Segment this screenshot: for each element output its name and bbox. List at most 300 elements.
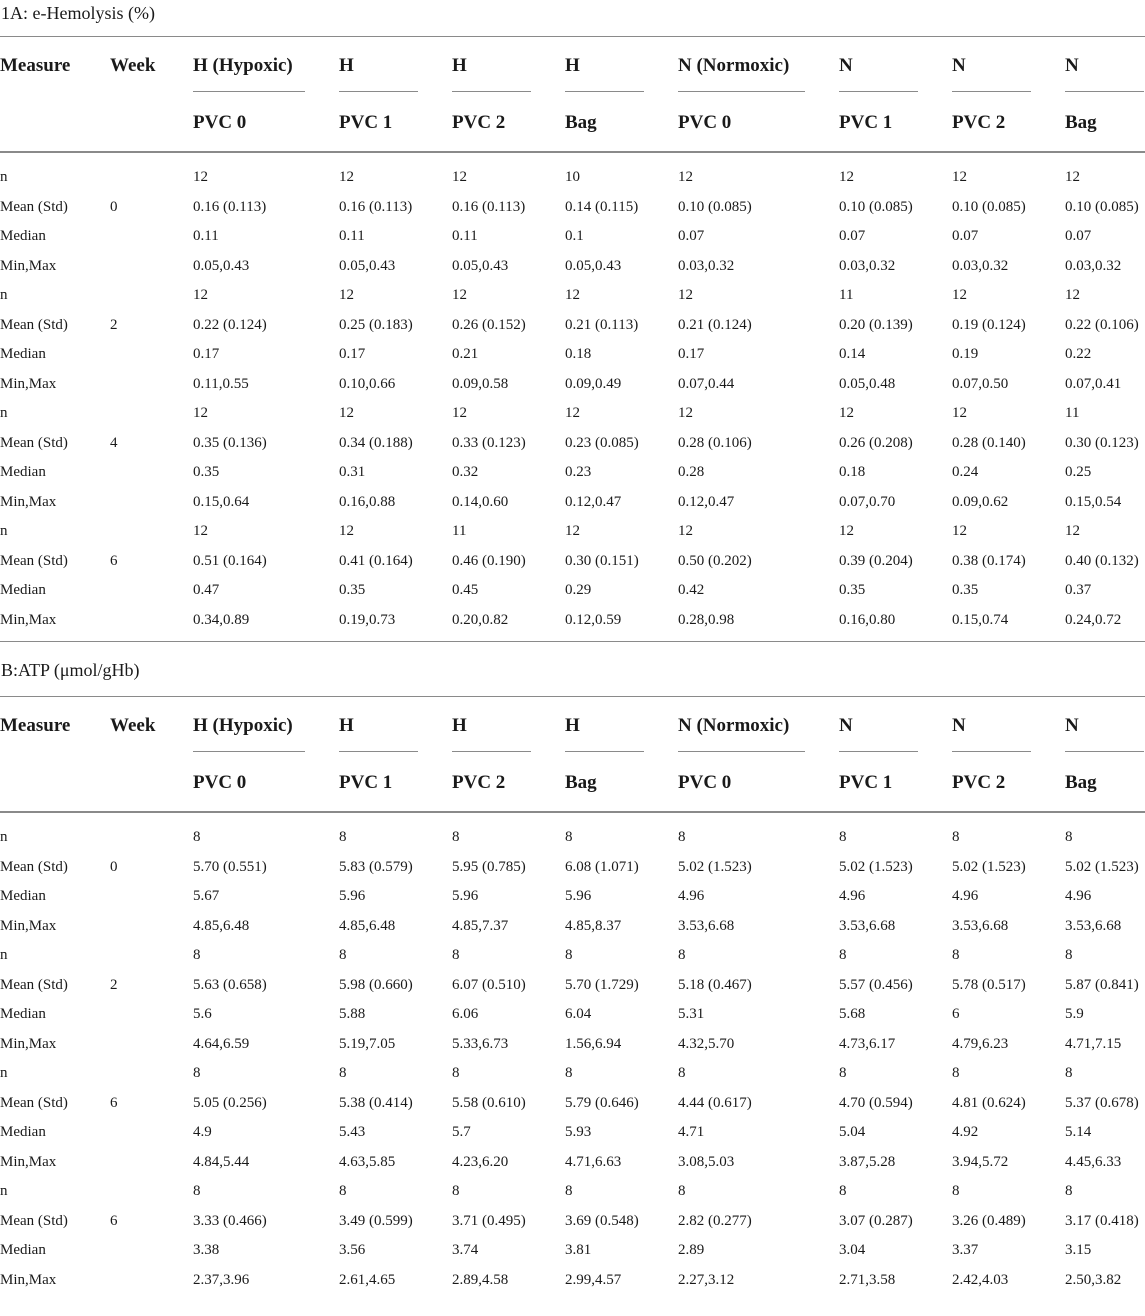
value-cell: 4.32,5.70 xyxy=(678,1035,735,1052)
value-cell: 8 xyxy=(952,1065,960,1082)
sub-header: PVC 2 xyxy=(452,112,506,133)
value-cell: 8 xyxy=(452,829,460,846)
value-cell: 0.10,0.66 xyxy=(339,375,396,392)
value-cell: 6 xyxy=(952,1006,960,1023)
week-cell xyxy=(110,1148,193,1178)
measure-cell: Median xyxy=(0,464,46,481)
value-cell: 0.18 xyxy=(839,464,866,481)
value-cell: 0.30 (0.151) xyxy=(565,552,639,569)
value-cell: 0.11 xyxy=(452,228,478,245)
value-cell: 0.17 xyxy=(339,346,366,363)
value-cell: 8 xyxy=(339,1183,347,1200)
value-cell: 0.15,0.54 xyxy=(1065,493,1122,510)
value-cell: 11 xyxy=(839,287,854,304)
value-cell: 4.23,6.20 xyxy=(452,1153,509,1170)
week-cell xyxy=(110,1118,193,1148)
table-row xyxy=(0,1177,1145,1207)
table-row xyxy=(0,576,1145,606)
value-cell: 0.39 (0.204) xyxy=(839,552,913,569)
table-row xyxy=(0,340,1145,370)
value-cell: 0.30 (0.123) xyxy=(1065,434,1139,451)
week-cell: 4 xyxy=(110,434,118,451)
value-cell: 3.56 xyxy=(339,1242,366,1259)
section-title-a: 1A: e-Hemolysis (%) xyxy=(0,0,1145,37)
value-cell: 0.40 (0.132) xyxy=(1065,552,1139,569)
value-cell: 0.07,0.50 xyxy=(952,375,1009,392)
value-cell: 0.42 xyxy=(678,582,705,599)
value-cell: 8 xyxy=(1065,1065,1073,1082)
group-header xyxy=(193,697,339,755)
value-cell: 0.35 (0.136) xyxy=(193,434,267,451)
value-cell: 5.67 xyxy=(193,888,220,905)
value-cell: 12 xyxy=(339,169,354,186)
measure-cell: n xyxy=(0,1065,8,1082)
week-cell: 2 xyxy=(110,316,118,333)
measure-cell: Min,Max xyxy=(0,1271,57,1288)
group-header-label: N xyxy=(839,55,918,92)
value-cell: 0.28,0.98 xyxy=(678,611,735,628)
table-row xyxy=(0,458,1145,488)
value-cell: 8 xyxy=(678,1065,686,1082)
value-cell: 3.94,5.72 xyxy=(952,1153,1009,1170)
week-cell xyxy=(110,1177,193,1207)
value-cell: 4.85,6.48 xyxy=(339,917,396,934)
value-cell: 8 xyxy=(565,1065,573,1082)
value-cell: 0.09,0.58 xyxy=(452,375,509,392)
value-cell: 8 xyxy=(1065,829,1073,846)
value-cell: 4.81 (0.624) xyxy=(952,1094,1026,1111)
week-header: Week xyxy=(110,55,156,76)
sub-header: PVC 1 xyxy=(339,772,393,793)
value-cell: 0.21 xyxy=(452,346,479,363)
value-cell: 0.38 (0.174) xyxy=(952,552,1026,569)
measure-cell: Median xyxy=(0,1124,46,1141)
value-cell: 8 xyxy=(193,1065,201,1082)
value-cell: 0.23 xyxy=(565,464,592,481)
value-cell: 3.87,5.28 xyxy=(839,1153,896,1170)
value-cell: 0.32 xyxy=(452,464,479,481)
table-row xyxy=(0,606,1145,642)
measure-cell: Min,Max xyxy=(0,611,57,628)
week-cell: 6 xyxy=(110,552,118,569)
value-cell: 3.08,5.03 xyxy=(678,1153,735,1170)
value-cell: 12 xyxy=(193,405,208,422)
value-cell: 8 xyxy=(339,947,347,964)
sub-header: Bag xyxy=(565,112,597,133)
table-row xyxy=(0,429,1145,459)
value-cell: 0.10 (0.085) xyxy=(952,198,1026,215)
group-header-label: H xyxy=(565,55,644,92)
value-cell: 3.04 xyxy=(839,1242,866,1259)
week-cell: 0 xyxy=(110,858,118,875)
value-cell: 0.18 xyxy=(565,346,592,363)
measure-cell: Median xyxy=(0,1242,46,1259)
value-cell: 12 xyxy=(952,287,967,304)
value-cell: 3.71 (0.495) xyxy=(452,1212,526,1229)
value-cell: 0.28 (0.106) xyxy=(678,434,752,451)
value-cell: 8 xyxy=(452,1183,460,1200)
value-cell: 0.21 (0.113) xyxy=(565,316,639,333)
value-cell: 12 xyxy=(193,169,208,186)
value-cell: 8 xyxy=(952,947,960,964)
value-cell: 12 xyxy=(452,405,467,422)
value-cell: 2.99,4.57 xyxy=(565,1271,622,1288)
value-cell: 0.09,0.62 xyxy=(952,493,1009,510)
value-cell: 5.33,6.73 xyxy=(452,1035,509,1052)
measure-cell: n xyxy=(0,523,8,540)
value-cell: 0.10 (0.085) xyxy=(678,198,752,215)
measure-cell: Mean (Std) xyxy=(0,198,68,215)
value-cell: 0.23 (0.085) xyxy=(565,434,639,451)
value-cell: 12 xyxy=(452,169,467,186)
group-header-label: N xyxy=(1065,715,1144,752)
group-header-label: N xyxy=(952,715,1031,752)
group-header xyxy=(678,697,839,755)
week-cell xyxy=(110,517,193,547)
value-cell: 12 xyxy=(678,405,693,422)
value-cell: 0.05,0.43 xyxy=(565,257,622,274)
value-cell: 0.12,0.59 xyxy=(565,611,622,628)
value-cell: 3.53,6.68 xyxy=(952,917,1009,934)
value-cell: 5.79 (0.646) xyxy=(565,1094,639,1111)
hemolysis-table xyxy=(0,37,1145,641)
value-cell: 8 xyxy=(678,829,686,846)
value-cell: 2.61,4.65 xyxy=(339,1271,396,1288)
group-header xyxy=(952,697,1065,755)
sub-header: Bag xyxy=(1065,772,1097,793)
week-cell: 2 xyxy=(110,976,118,993)
value-cell: 0.07,0.41 xyxy=(1065,375,1122,392)
group-header-label: N (Normoxic) xyxy=(678,715,805,752)
week-cell xyxy=(110,370,193,400)
sub-header: PVC 0 xyxy=(193,772,247,793)
group-header xyxy=(565,697,678,755)
table-row xyxy=(0,812,1145,853)
value-cell: 8 xyxy=(678,1183,686,1200)
week-cell xyxy=(110,1236,193,1266)
week-cell xyxy=(110,576,193,606)
value-cell: 2.42,4.03 xyxy=(952,1271,1009,1288)
value-cell: 5.87 (0.841) xyxy=(1065,976,1139,993)
week-cell xyxy=(110,882,193,912)
value-cell: 12 xyxy=(678,523,693,540)
value-cell: 2.89,4.58 xyxy=(452,1271,509,1288)
week-cell xyxy=(110,912,193,942)
group-header-label: N (Normoxic) xyxy=(678,55,805,92)
measure-cell: Min,Max xyxy=(0,1153,57,1170)
value-cell: 2.89 xyxy=(678,1242,705,1259)
measure-header: Measure xyxy=(0,55,71,76)
group-header xyxy=(952,37,1065,95)
value-cell: 0.16 (0.113) xyxy=(339,198,413,215)
measure-cell: Mean (Std) xyxy=(0,434,68,451)
group-header xyxy=(1065,697,1145,755)
value-cell: 2.82 (0.277) xyxy=(678,1212,752,1229)
week-cell xyxy=(110,1030,193,1060)
value-cell: 0.19 (0.124) xyxy=(952,316,1026,333)
sub-header-row xyxy=(0,755,1145,812)
value-cell: 0.22 xyxy=(1065,346,1092,363)
table-row xyxy=(0,152,1145,193)
value-cell: 0.03,0.32 xyxy=(678,257,735,274)
empty-header-cell xyxy=(0,95,110,152)
group-header-label: H xyxy=(339,715,418,752)
section-title-b: B:ATP (μmol/gHb) xyxy=(0,641,1145,697)
group-header-label: H xyxy=(452,715,531,752)
group-header xyxy=(1065,37,1145,95)
empty-header-cell xyxy=(110,755,193,812)
value-cell: 5.6 xyxy=(193,1006,212,1023)
value-cell: 12 xyxy=(339,405,354,422)
value-cell: 3.81 xyxy=(565,1242,592,1259)
value-cell: 5.37 (0.678) xyxy=(1065,1094,1139,1111)
week-cell xyxy=(110,606,193,642)
group-header-label: H (Hypoxic) xyxy=(193,55,305,92)
value-cell: 4.70 (0.594) xyxy=(839,1094,913,1111)
value-cell: 8 xyxy=(452,947,460,964)
week-cell xyxy=(110,488,193,518)
group-header-row xyxy=(0,697,1145,755)
value-cell: 8 xyxy=(565,829,573,846)
value-cell: 5.95 (0.785) xyxy=(452,858,526,875)
value-cell: 5.78 (0.517) xyxy=(952,976,1026,993)
value-cell: 0.37 xyxy=(1065,582,1092,599)
value-cell: 0.28 (0.140) xyxy=(952,434,1026,451)
value-cell: 5.05 (0.256) xyxy=(193,1094,267,1111)
value-cell: 0.03,0.32 xyxy=(952,257,1009,274)
value-cell: 4.79,6.23 xyxy=(952,1035,1009,1052)
week-cell xyxy=(110,252,193,282)
sub-header: PVC 1 xyxy=(839,772,893,793)
value-cell: 0.22 (0.124) xyxy=(193,316,267,333)
value-cell: 6.08 (1.071) xyxy=(565,858,639,875)
value-cell: 0.11 xyxy=(193,228,219,245)
value-cell: 5.14 xyxy=(1065,1124,1092,1141)
value-cell: 0.03,0.32 xyxy=(1065,257,1122,274)
value-cell: 0.51 (0.164) xyxy=(193,552,267,569)
value-cell: 6.06 xyxy=(452,1006,479,1023)
value-cell: 4.71,7.15 xyxy=(1065,1035,1122,1052)
value-cell: 0.11 xyxy=(339,228,365,245)
value-cell: 0.15,0.64 xyxy=(193,493,250,510)
value-cell: 5.68 xyxy=(839,1006,866,1023)
value-cell: 12 xyxy=(839,523,854,540)
value-cell: 5.02 (1.523) xyxy=(1065,858,1139,875)
value-cell: 4.85,6.48 xyxy=(193,917,250,934)
value-cell: 0.24,0.72 xyxy=(1065,611,1122,628)
value-cell: 4.71,6.63 xyxy=(565,1153,622,1170)
group-header-row xyxy=(0,37,1145,95)
empty-header-cell xyxy=(0,755,110,812)
value-cell: 4.71 xyxy=(678,1124,705,1141)
value-cell: 10 xyxy=(565,169,580,186)
value-cell: 0.14,0.60 xyxy=(452,493,509,510)
value-cell: 8 xyxy=(678,947,686,964)
value-cell: 3.15 xyxy=(1065,1242,1092,1259)
table-row xyxy=(0,941,1145,971)
value-cell: 8 xyxy=(452,1065,460,1082)
measure-cell: Median xyxy=(0,228,46,245)
value-cell: 0.20,0.82 xyxy=(452,611,509,628)
value-cell: 12 xyxy=(1065,169,1080,186)
value-cell: 0.19,0.73 xyxy=(339,611,396,628)
value-cell: 0.31 xyxy=(339,464,366,481)
table-row xyxy=(0,1118,1145,1148)
week-cell xyxy=(110,812,193,853)
value-cell: 8 xyxy=(193,829,201,846)
value-cell: 0.20 (0.139) xyxy=(839,316,913,333)
value-cell: 12 xyxy=(193,523,208,540)
value-cell: 0.19 xyxy=(952,346,979,363)
value-cell: 0.14 xyxy=(839,346,866,363)
value-cell: 0.14 (0.115) xyxy=(565,198,639,215)
value-cell: 0.35 xyxy=(193,464,220,481)
sub-header: PVC 0 xyxy=(193,112,247,133)
value-cell: 4.64,6.59 xyxy=(193,1035,250,1052)
week-cell xyxy=(110,1059,193,1089)
atp-table xyxy=(0,697,1145,1301)
value-cell: 8 xyxy=(339,1065,347,1082)
value-cell: 0.35 xyxy=(839,582,866,599)
value-cell: 8 xyxy=(952,829,960,846)
week-cell xyxy=(110,458,193,488)
value-cell: 0.34,0.89 xyxy=(193,611,250,628)
value-cell: 12 xyxy=(839,169,854,186)
value-cell: 3.53,6.68 xyxy=(1065,917,1122,934)
value-cell: 3.17 (0.418) xyxy=(1065,1212,1139,1229)
value-cell: 12 xyxy=(678,169,693,186)
value-cell: 4.85,7.37 xyxy=(452,917,509,934)
value-cell: 0.29 xyxy=(565,582,592,599)
value-cell: 6.07 (0.510) xyxy=(452,976,526,993)
measure-cell: Min,Max xyxy=(0,257,57,274)
value-cell: 8 xyxy=(1065,1183,1073,1200)
group-header-label: N xyxy=(952,55,1031,92)
value-cell: 5.83 (0.579) xyxy=(339,858,413,875)
value-cell: 5.18 (0.467) xyxy=(678,976,752,993)
value-cell: 0.25 xyxy=(1065,464,1092,481)
table-row xyxy=(0,882,1145,912)
measure-cell: Mean (Std) xyxy=(0,552,68,569)
group-header-label: H (Hypoxic) xyxy=(193,715,305,752)
table-row xyxy=(0,1059,1145,1089)
value-cell: 12 xyxy=(952,523,967,540)
value-cell: 5.02 (1.523) xyxy=(678,858,752,875)
value-cell: 4.85,8.37 xyxy=(565,917,622,934)
value-cell: 5.63 (0.658) xyxy=(193,976,267,993)
value-cell: 5.58 (0.610) xyxy=(452,1094,526,1111)
measure-cell: Min,Max xyxy=(0,493,57,510)
value-cell: 5.70 (1.729) xyxy=(565,976,639,993)
table-row xyxy=(0,281,1145,311)
value-cell: 5.02 (1.523) xyxy=(839,858,913,875)
table-row xyxy=(0,517,1145,547)
value-cell: 0.26 (0.152) xyxy=(452,316,526,333)
value-cell: 8 xyxy=(839,829,847,846)
week-cell: 0 xyxy=(110,198,118,215)
value-cell: 0.35 xyxy=(339,582,366,599)
value-cell: 0.21 (0.124) xyxy=(678,316,752,333)
sub-header: PVC 1 xyxy=(839,112,893,133)
table-row xyxy=(0,252,1145,282)
value-cell: 4.44 (0.617) xyxy=(678,1094,752,1111)
value-cell: 2.50,3.82 xyxy=(1065,1271,1122,1288)
value-cell: 0.24 xyxy=(952,464,979,481)
value-cell: 3.49 (0.599) xyxy=(339,1212,413,1229)
group-header xyxy=(565,37,678,95)
group-header xyxy=(339,697,452,755)
measure-cell: Mean (Std) xyxy=(0,858,68,875)
value-cell: 5.98 (0.660) xyxy=(339,976,413,993)
value-cell: 5.7 xyxy=(452,1124,471,1141)
value-cell: 0.10 (0.085) xyxy=(839,198,913,215)
value-cell: 0.12,0.47 xyxy=(565,493,622,510)
group-header xyxy=(839,697,952,755)
value-cell: 12 xyxy=(1065,287,1080,304)
table-row xyxy=(0,1000,1145,1030)
value-cell: 4.96 xyxy=(839,888,866,905)
value-cell: 0.15,0.74 xyxy=(952,611,1009,628)
value-cell: 2.71,3.58 xyxy=(839,1271,896,1288)
value-cell: 12 xyxy=(565,287,580,304)
value-cell: 12 xyxy=(952,169,967,186)
sub-header: PVC 1 xyxy=(339,112,393,133)
sub-header: PVC 0 xyxy=(678,772,732,793)
value-cell: 5.38 (0.414) xyxy=(339,1094,413,1111)
group-header-label: H xyxy=(565,715,644,752)
sub-header: Bag xyxy=(1065,112,1097,133)
value-cell: 4.9 xyxy=(193,1124,212,1141)
table-row xyxy=(0,1266,1145,1302)
value-cell: 5.9 xyxy=(1065,1006,1084,1023)
measure-cell: Median xyxy=(0,346,46,363)
value-cell: 0.07 xyxy=(952,228,979,245)
value-cell: 4.63,5.85 xyxy=(339,1153,396,1170)
measure-cell: Min,Max xyxy=(0,1035,57,1052)
value-cell: 0.05,0.43 xyxy=(193,257,250,274)
value-cell: 0.07,0.44 xyxy=(678,375,735,392)
sub-header: PVC 0 xyxy=(678,112,732,133)
value-cell: 5.43 xyxy=(339,1124,366,1141)
value-cell: 8 xyxy=(839,1065,847,1082)
value-cell: 0.26 (0.208) xyxy=(839,434,913,451)
value-cell: 5.02 (1.523) xyxy=(952,858,1026,875)
value-cell: 0.17 xyxy=(678,346,705,363)
value-cell: 0.34 (0.188) xyxy=(339,434,413,451)
table-row xyxy=(0,547,1145,577)
value-cell: 12 xyxy=(1065,523,1080,540)
sub-header-row xyxy=(0,95,1145,152)
group-header xyxy=(678,37,839,95)
value-cell: 0.16 (0.113) xyxy=(193,198,267,215)
value-cell: 12 xyxy=(452,287,467,304)
value-cell: 4.96 xyxy=(678,888,705,905)
value-cell: 3.37 xyxy=(952,1242,979,1259)
week-cell xyxy=(110,281,193,311)
value-cell: 11 xyxy=(452,523,467,540)
empty-header-cell xyxy=(110,95,193,152)
value-cell: 3.69 (0.548) xyxy=(565,1212,639,1229)
table-row xyxy=(0,1207,1145,1237)
measure-cell: Mean (Std) xyxy=(0,976,68,993)
week-cell xyxy=(110,399,193,429)
value-cell: 0.05,0.43 xyxy=(452,257,509,274)
value-cell: 5.70 (0.551) xyxy=(193,858,267,875)
value-cell: 0.07 xyxy=(839,228,866,245)
value-cell: 1.56,6.94 xyxy=(565,1035,622,1052)
value-cell: 0.22 (0.106) xyxy=(1065,316,1139,333)
table-row xyxy=(0,488,1145,518)
